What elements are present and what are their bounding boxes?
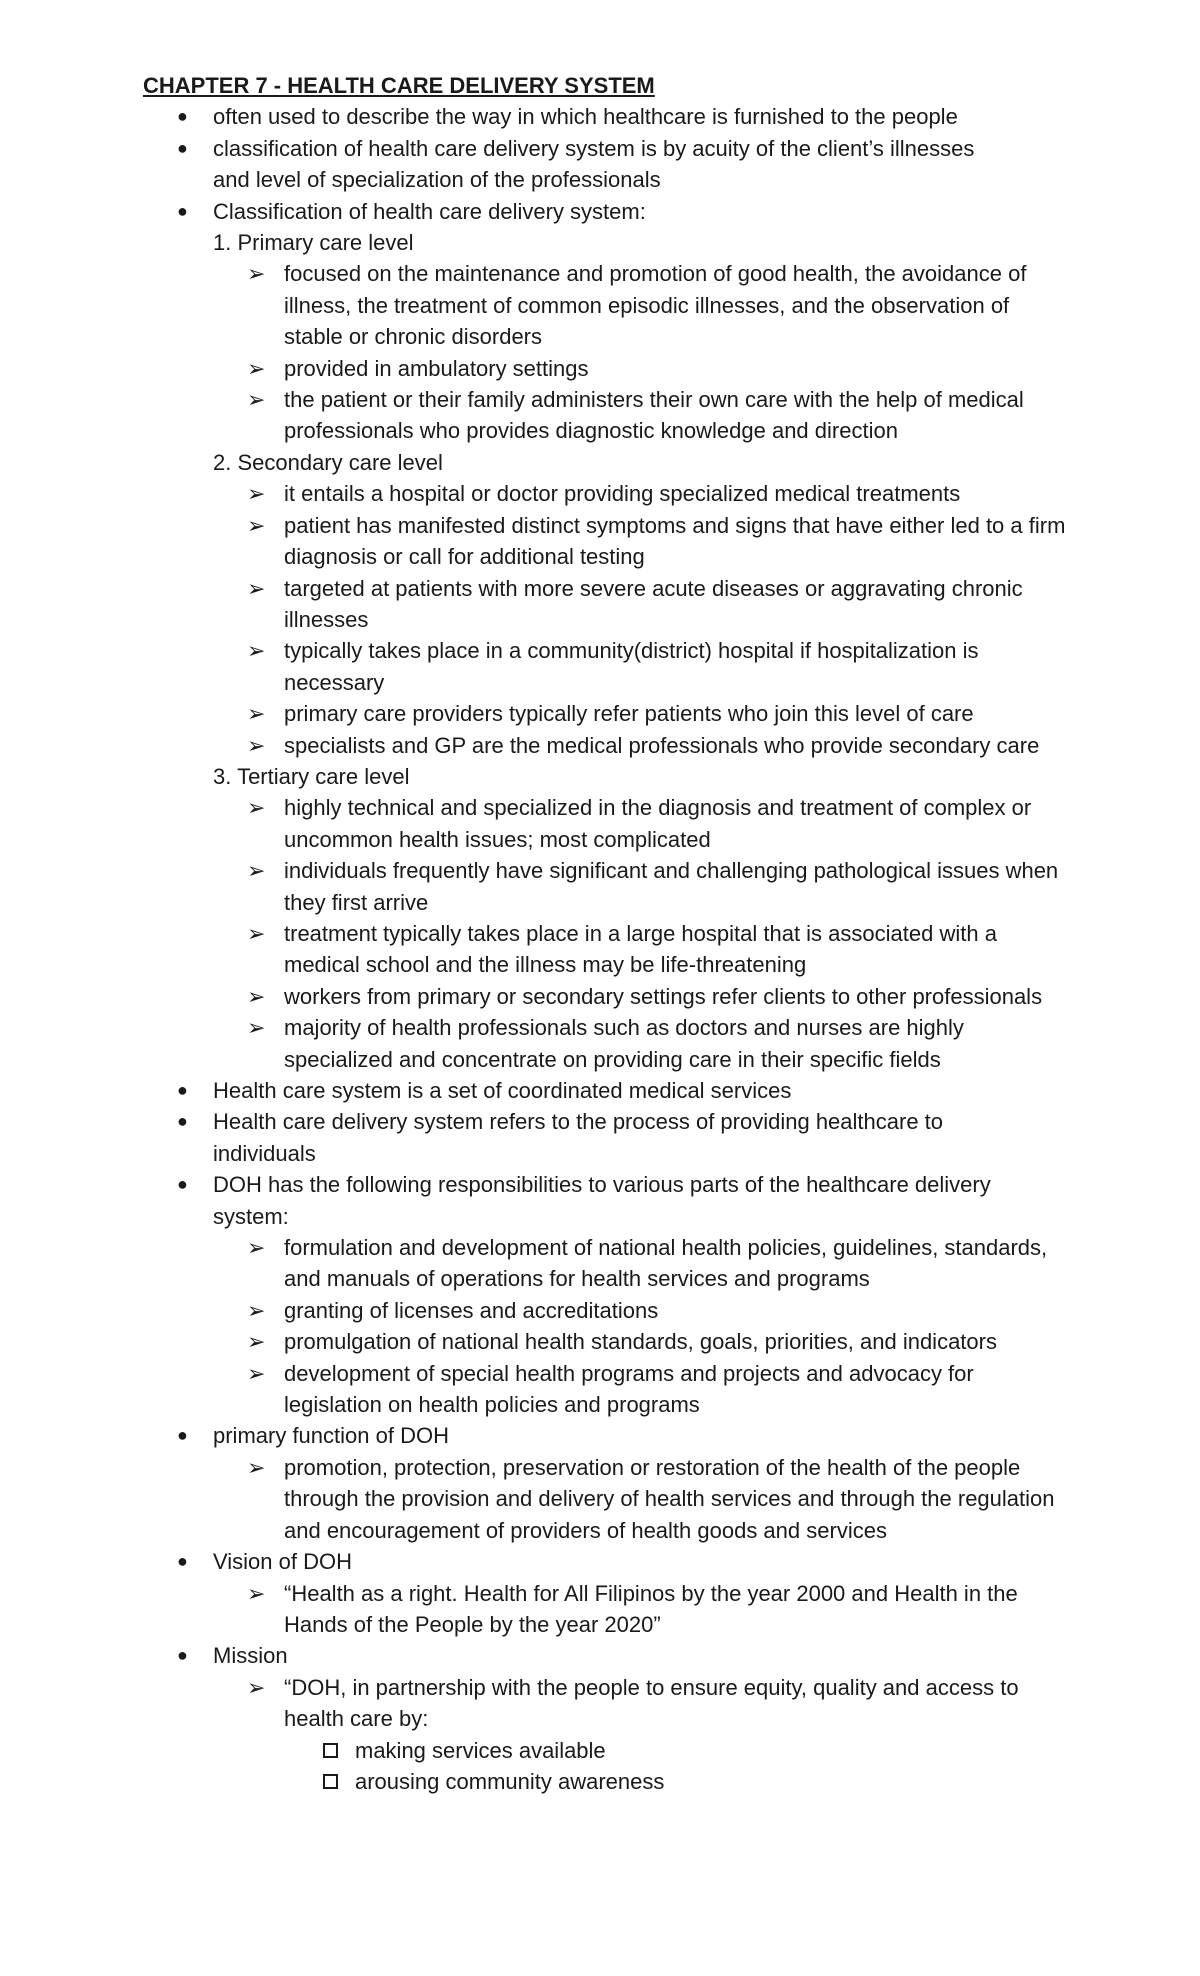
- bullet-icon: ●: [177, 1551, 188, 1572]
- list-item-text: promotion, protection, preservation or restoration of the health of the people through the provision and delivery of health services and through the regulation and encouragement of providers of health goods and services: [284, 1454, 1055, 1543]
- care-level-points: [143, 258, 1200, 446]
- list-item-text: primary care providers typically refer patients who join this level of care: [284, 701, 974, 727]
- list-item-text: patient has manifested distinct symptoms and signs that have either led to a firm diagnosis or call for additional testing: [284, 512, 1066, 570]
- list-item: [143, 510, 1073, 573]
- list-item: [143, 918, 1073, 981]
- list-item-text: promulgation of national health standards, goals, priorities, and indicators: [284, 1329, 997, 1355]
- arrow-bullet-icon: ➢: [247, 261, 266, 287]
- list-item-text: workers from primary or secondary settings refer clients to other professionals: [284, 983, 1043, 1009]
- definitions-list: [143, 1075, 1200, 1232]
- list-item: [143, 1169, 998, 1232]
- arrow-bullet-icon: ➢: [247, 638, 266, 664]
- list-item-text: DOH has the following responsibilities to various parts of the healthcare delivery system:: [213, 1172, 991, 1229]
- list-item: [143, 258, 1073, 352]
- arrow-bullet-icon: ➢: [247, 1235, 266, 1261]
- list-item-text: Classification of health care delivery system:: [213, 198, 646, 224]
- list-item-text: the patient or their family administers their own care with the help of medical professionals who provides diagnostic knowledge and direction: [284, 387, 1024, 444]
- list-item-text: individuals frequently have significant and challenging pathological issues when they first arrive: [284, 858, 1059, 915]
- list-item-text: arousing community awareness: [355, 1768, 665, 1794]
- bullet-icon: ●: [177, 200, 188, 221]
- care-level-heading: 1. Primary care level: [213, 230, 414, 256]
- list-item: [143, 1012, 1073, 1075]
- mission-list: [143, 1640, 1200, 1671]
- list-item-text: “DOH, in partnership with the people to ensure equity, quality and access to health care by:: [284, 1674, 1019, 1732]
- list-item: [143, 1295, 1073, 1326]
- list-item-text: majority of health professionals such as doctors and nurses are highly specialized and concentrate on providing care in their specific fields: [284, 1015, 964, 1072]
- list-item: [143, 981, 1073, 1012]
- primary-function-points: [143, 1452, 1200, 1546]
- arrow-bullet-icon: ➢: [247, 983, 266, 1009]
- checkbox-icon: [323, 1774, 338, 1789]
- bullet-icon: ●: [177, 1645, 188, 1666]
- list-item: [143, 1578, 1073, 1641]
- arrow-bullet-icon: ➢: [247, 795, 266, 821]
- list-item: [143, 1075, 998, 1106]
- list-item-text: treatment typically takes place in a large hospital that is associated with a medical school and the illness may be life-threatening: [284, 920, 997, 978]
- bullet-icon: ●: [177, 1174, 188, 1195]
- checklist-item: [143, 1735, 1073, 1766]
- arrow-bullet-icon: ➢: [247, 355, 266, 381]
- list-item: [143, 1232, 1073, 1295]
- list-item-text: formulation and development of national health policies, guidelines, standards, and manuals of operations for health services and programs: [284, 1235, 1048, 1292]
- arrow-bullet-icon: ➢: [247, 1360, 266, 1386]
- list-item: [143, 384, 1073, 447]
- list-item: [143, 1106, 998, 1169]
- list-item: [143, 1672, 1073, 1735]
- list-item-text: Mission: [213, 1643, 288, 1669]
- list-item: [143, 478, 1073, 509]
- list-item-text: granting of licenses and accreditations: [284, 1297, 659, 1323]
- checklist-item: [143, 1766, 1073, 1797]
- list-item-text: Vision of DOH: [213, 1549, 352, 1575]
- list-item: [143, 698, 1073, 729]
- list-item: [143, 792, 1073, 855]
- list-item-text: targeted at patients with more severe acute diseases or aggravating chronic illnesses: [284, 575, 1023, 632]
- arrow-bullet-icon: ➢: [247, 1015, 266, 1041]
- list-item-text: often used to describe the way in which healthcare is furnished to the people: [213, 104, 958, 130]
- bullet-icon: ●: [177, 1111, 188, 1132]
- chapter-title: CHAPTER 7 - HEALTH CARE DELIVERY SYSTEM: [143, 73, 655, 98]
- list-item-text: making services available: [355, 1737, 606, 1763]
- arrow-bullet-icon: ➢: [247, 481, 266, 507]
- arrow-bullet-icon: ➢: [247, 1297, 266, 1323]
- bullet-icon: ●: [177, 1425, 188, 1446]
- list-item: [143, 573, 1073, 636]
- list-item-text: classification of health care delivery system is by acuity of the client’s illnesses and level of specialization of the professionals: [213, 135, 975, 193]
- mission-points: [143, 1672, 1200, 1735]
- list-item: [143, 1640, 998, 1671]
- arrow-bullet-icon: ➢: [247, 512, 266, 538]
- bullet-icon: ●: [177, 1080, 188, 1100]
- list-item-text: highly technical and specialized in the diagnosis and treatment of complex or uncommon health issues; most complicated: [284, 795, 1032, 852]
- list-item-text: Health care delivery system refers to the process of providing healthcare to individuals: [213, 1109, 944, 1166]
- doh-responsibilities-points: [143, 1232, 1200, 1420]
- arrow-bullet-icon: ➢: [247, 732, 266, 758]
- list-item-text: specialists and GP are the medical professionals who provide secondary care: [284, 732, 1040, 758]
- list-item-text: “Health as a right. Health for All Filipinos by the year 2000 and Health in the Hands of the People by the year 2020”: [284, 1580, 1018, 1637]
- checkbox-icon: [323, 1743, 338, 1758]
- list-item: [143, 855, 1073, 918]
- arrow-bullet-icon: ➢: [247, 1580, 266, 1606]
- list-item: [143, 1452, 1073, 1546]
- intro-list: [143, 101, 1200, 227]
- list-item: [143, 730, 1073, 761]
- care-level-points: [143, 792, 1200, 1075]
- list-item: [143, 101, 998, 132]
- list-item: [143, 133, 998, 196]
- list-item: [143, 1546, 998, 1577]
- vision-list: [143, 1546, 1200, 1577]
- care-level-heading: 3. Tertiary care level: [213, 763, 410, 789]
- vision-points: [143, 1578, 1200, 1641]
- list-item-text: focused on the maintenance and promotion of good health, the avoidance of illness, the treatment of common episodic illnesses, and the observation of stable or chronic disorders: [284, 261, 1027, 350]
- list-item: [143, 1420, 998, 1451]
- arrow-bullet-icon: ➢: [247, 1329, 266, 1355]
- bullet-icon: ●: [177, 106, 188, 127]
- mission-checklist: [143, 1735, 1200, 1798]
- list-item: [143, 1358, 1073, 1421]
- list-item-text: typically takes place in a community(district) hospital if hospitalization is necessary: [284, 638, 979, 695]
- bullet-icon: ●: [177, 137, 188, 158]
- list-item-text: Health care system is a set of coordinated medical services: [213, 1078, 792, 1103]
- list-item-text: provided in ambulatory settings: [284, 355, 589, 381]
- list-item-text: primary function of DOH: [213, 1423, 449, 1449]
- care-level-points: [143, 478, 1200, 761]
- list-item-text: development of special health programs and projects and advocacy for legislation on health policies and programs: [284, 1360, 974, 1418]
- arrow-bullet-icon: ➢: [247, 387, 266, 413]
- list-item: [143, 635, 1073, 698]
- list-item: [143, 1326, 1073, 1357]
- list-item-text: it entails a hospital or doctor providing specialized medical treatments: [284, 481, 961, 507]
- arrow-bullet-icon: ➢: [247, 920, 266, 946]
- arrow-bullet-icon: ➢: [247, 858, 266, 884]
- arrow-bullet-icon: ➢: [247, 575, 266, 601]
- care-level-heading: 2. Secondary care level: [213, 449, 443, 475]
- primary-function-list: [143, 1420, 1200, 1451]
- list-item: [143, 196, 998, 227]
- list-item: [143, 353, 1073, 384]
- arrow-bullet-icon: ➢: [247, 1674, 266, 1700]
- arrow-bullet-icon: ➢: [247, 701, 266, 727]
- arrow-bullet-icon: ➢: [247, 1454, 266, 1480]
